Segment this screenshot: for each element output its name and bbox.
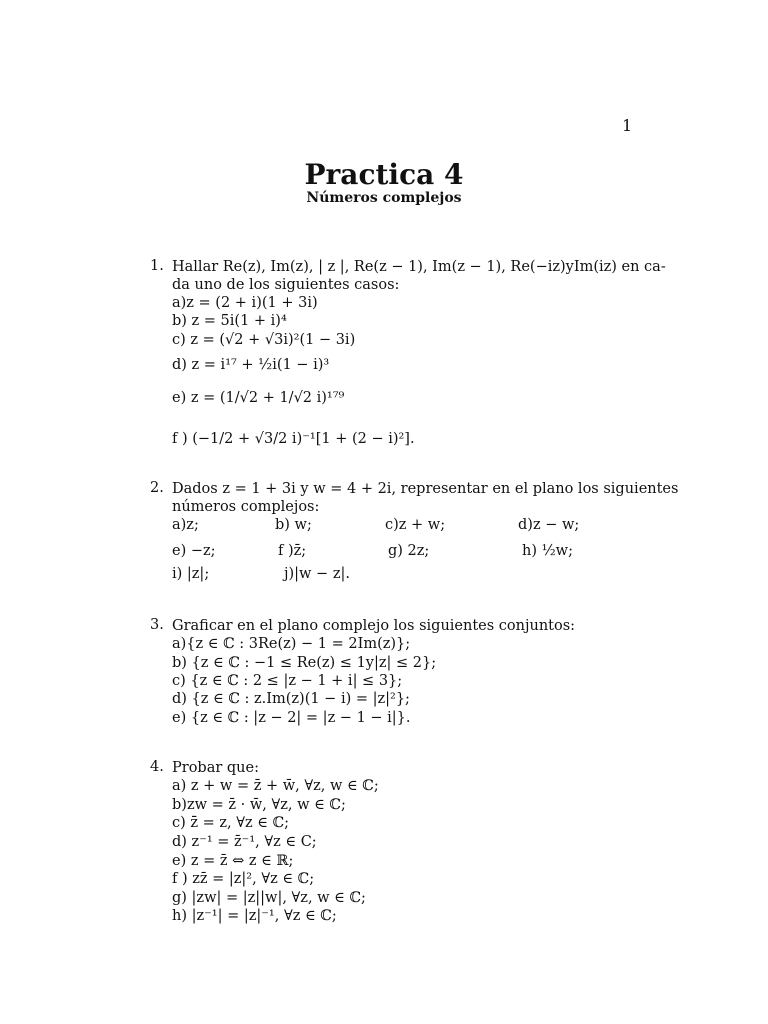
problem-2-item: d)z − w;	[518, 517, 580, 533]
problem-3-case: a){z ∈ ℂ : 3Re(z) − 1 = 2Im(z)};	[172, 636, 411, 652]
problem-4-case: f ) zz̄ = |z|², ∀z ∈ ℂ;	[172, 871, 315, 887]
problem-3-case: e) {z ∈ ℂ : |z − 2| = |z − 1 − i|}.	[172, 710, 411, 726]
problem-4-case: g) |zw| = |z||w|, ∀z, w ∈ ℂ;	[172, 890, 366, 906]
problem-2-item: a)z;	[172, 517, 199, 533]
problem-2-line: Dados z = 1 + 3i y w = 4 + 2i, representar en el plano los siguientes	[172, 481, 679, 497]
problem-2-item: i) |z|;	[172, 566, 210, 582]
problem-2-line: números complejos:	[172, 499, 320, 515]
problem-1-case: b) z = 5i(1 + i)⁴	[172, 313, 287, 329]
problem-4-case: d) z⁻¹ = z̄⁻¹, ∀z ∈ C;	[172, 834, 317, 850]
problem-1-case: c) z = (√2 + √3i)²(1 − 3i)	[172, 332, 356, 348]
problem-4-case: e) z = z̄ ⇔ z ∈ ℝ;	[172, 853, 294, 869]
problem-1-case: e) z = (1/√2 + 1/√2 i)¹⁷⁹	[172, 390, 345, 406]
problem-1-number: 1.	[150, 258, 164, 274]
problem-2-item: j)|w − z|.	[284, 566, 350, 582]
problem-2-item: c)z + w;	[385, 517, 446, 533]
page-subtitle: Números complejos	[306, 190, 462, 206]
problem-2-item: f )z̄;	[278, 543, 307, 559]
page-number: 1	[622, 116, 633, 135]
problem-1-line: Hallar Re(z), Im(z), | z |, Re(z − 1), Im(z − 1), Re(−iz)yIm(iz) en ca-	[172, 259, 666, 275]
problem-2-item: g) 2z;	[388, 543, 430, 559]
problem-4-number: 4.	[150, 759, 164, 775]
problem-3-case: d) {z ∈ ℂ : z.Im(z)(1 − i) = |z|²};	[172, 691, 410, 707]
problem-4-case: h) |z⁻¹| = |z|⁻¹, ∀z ∈ ℂ;	[172, 908, 337, 924]
problem-4-case: a) z + w = z̄ + w̄, ∀z, w ∈ ℂ;	[172, 778, 379, 794]
problem-3-number: 3.	[150, 617, 164, 633]
problem-2-item: b) w;	[275, 517, 312, 533]
problem-4-case: c) z̄̄ = z, ∀z ∈ ℂ;	[172, 815, 290, 831]
problem-2-item: h) ½w;	[522, 543, 573, 559]
problem-2-item: e) −z;	[172, 543, 216, 559]
problem-1-case: a)z = (2 + i)(1 + 3i)	[172, 295, 318, 311]
page-title: Practica 4	[304, 158, 464, 191]
problem-3-line: Graficar en el plano complejo los siguientes conjuntos:	[172, 618, 576, 634]
problem-4-line: Probar que:	[172, 760, 259, 776]
problem-1-case: f ) (−1/2 + √3/2 i)⁻¹[1 + (2 − i)²].	[172, 431, 415, 447]
problem-3-case: b) {z ∈ ℂ : −1 ≤ Re(z) ≤ 1y|z| ≤ 2};	[172, 655, 437, 671]
problem-3-case: c) {z ∈ ℂ : 2 ≤ |z − 1 + i| ≤ 3};	[172, 673, 403, 689]
problem-1-line: da uno de los siguientes casos:	[172, 277, 400, 293]
problem-2-number: 2.	[150, 480, 164, 496]
problem-4-case: b)zw = z̄ · w̄, ∀z, w ∈ ℂ;	[172, 797, 346, 813]
problem-1-case: d) z = i¹⁷ + ½i(1 − i)³	[172, 357, 330, 373]
